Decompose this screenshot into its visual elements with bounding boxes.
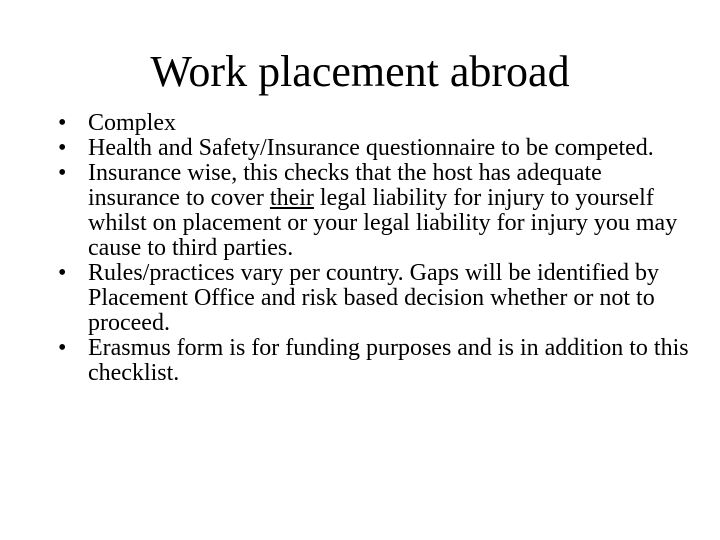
slide-title: Work placement abroad (150, 47, 570, 96)
bullet-item-complex (58, 111, 698, 136)
bullet-text: Health and Safety/Insurance questionnaire to be competed. (88, 135, 654, 161)
bullet-item-erasmus (58, 336, 698, 386)
bullet-item-rules (58, 261, 698, 336)
underlined-word: their (269, 185, 314, 211)
bullet-icon: • (58, 260, 67, 286)
bullet-item-insurance (58, 161, 698, 261)
bullet-list (58, 111, 698, 386)
bullet-text: Complex (88, 110, 176, 136)
bullet-text-before: Insurance wise, this checks that the host has adequate insurance to cover (88, 160, 602, 211)
bullet-text: Erasmus form is for funding purposes and is in addition to this checklist. (88, 335, 689, 386)
bullet-icon: • (58, 135, 67, 161)
bullet-text-after: legal liability for injury to yourself whilst on placement or your legal liability for injury you may cause to third parties. (88, 185, 678, 261)
bullet-icon: • (58, 335, 67, 361)
bullet-icon: • (58, 110, 67, 136)
bullet-text: Rules/practices vary per country. Gaps will be identified by Placement Office and risk based decision whether or not to proceed. (88, 260, 659, 336)
bullet-item-questionnaire (58, 136, 698, 161)
bullet-icon: • (58, 160, 67, 186)
